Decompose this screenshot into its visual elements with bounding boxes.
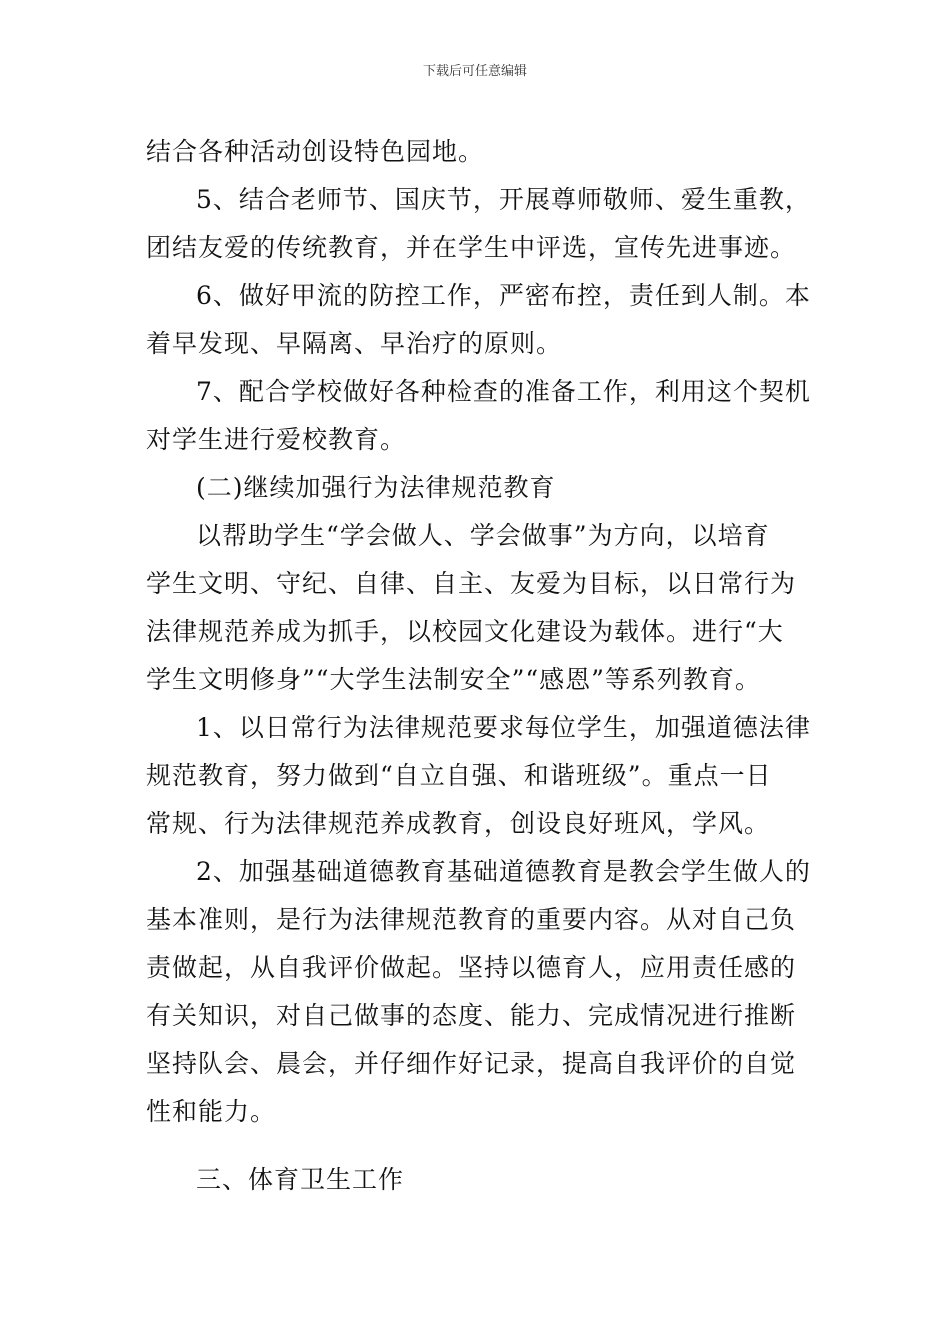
text-line: 常规、行为法律规范养成教育，创设良好班风，学风。: [146, 809, 771, 838]
section-heading: 三、体育卫生工作: [196, 1165, 405, 1194]
text-line: 7、配合学校做好各种检查的准备工作，利用这个契机: [196, 377, 811, 406]
text-line: 团结友爱的传统教育，并在学生中评选，宣传先进事迹。: [146, 233, 797, 262]
text-line: 有关知识，对自己做事的态度、能力、完成情况进行推断: [146, 1001, 797, 1030]
text-line: 责做起，从自我评价做起。坚持以德育人，应用责任感的: [146, 953, 797, 982]
text-line: 坚持队会、晨会，并仔细作好记录，提高自我评价的自觉: [146, 1049, 797, 1078]
text-line: 着早发现、早隔离、早治疗的原则。: [146, 329, 563, 358]
text-line: 基本准则，是行为法律规范教育的重要内容。从对自己负: [146, 905, 797, 934]
text-line: 5、结合老师节、国庆节，开展尊师敬师、爱生重教，: [196, 185, 811, 214]
text-line: 法律规范养成为抓手，以校园文化建设为载体。进行“大: [146, 617, 784, 646]
text-line: 规范教育，努力做到“自立自强、和谐班级”。重点一日: [146, 761, 772, 790]
text-line: 2、加强基础道德教育基础道德教育是教会学生做人的: [196, 857, 811, 886]
paragraph-gap: [146, 1136, 826, 1156]
text-line: 6、做好甲流的防控工作，严密布控，责任到人制。本: [196, 281, 811, 310]
text-line: 性和能力。: [146, 1097, 277, 1126]
document-body: [146, 128, 826, 1204]
text-line: 对学生进行爱校教育。: [146, 425, 407, 454]
text-line: 结合各种活动创设特色园地。: [146, 137, 485, 166]
page-header: 下载后可任意编辑: [422, 64, 527, 79]
text-line: 学生文明、守纪、自律、自主、友爱为目标，以日常行为: [146, 569, 797, 598]
section-heading: (二)继续加强行为法律规范教育: [196, 473, 556, 502]
text-line: 1、以日常行为法律规范要求每位学生，加强道德法律: [196, 713, 811, 742]
text-line: 以帮助学生“学会做人、学会做事”为方向，以培育: [196, 521, 770, 550]
text-line: 学生文明修身”“大学生法制安全”“感恩”等系列教育。: [146, 665, 761, 694]
